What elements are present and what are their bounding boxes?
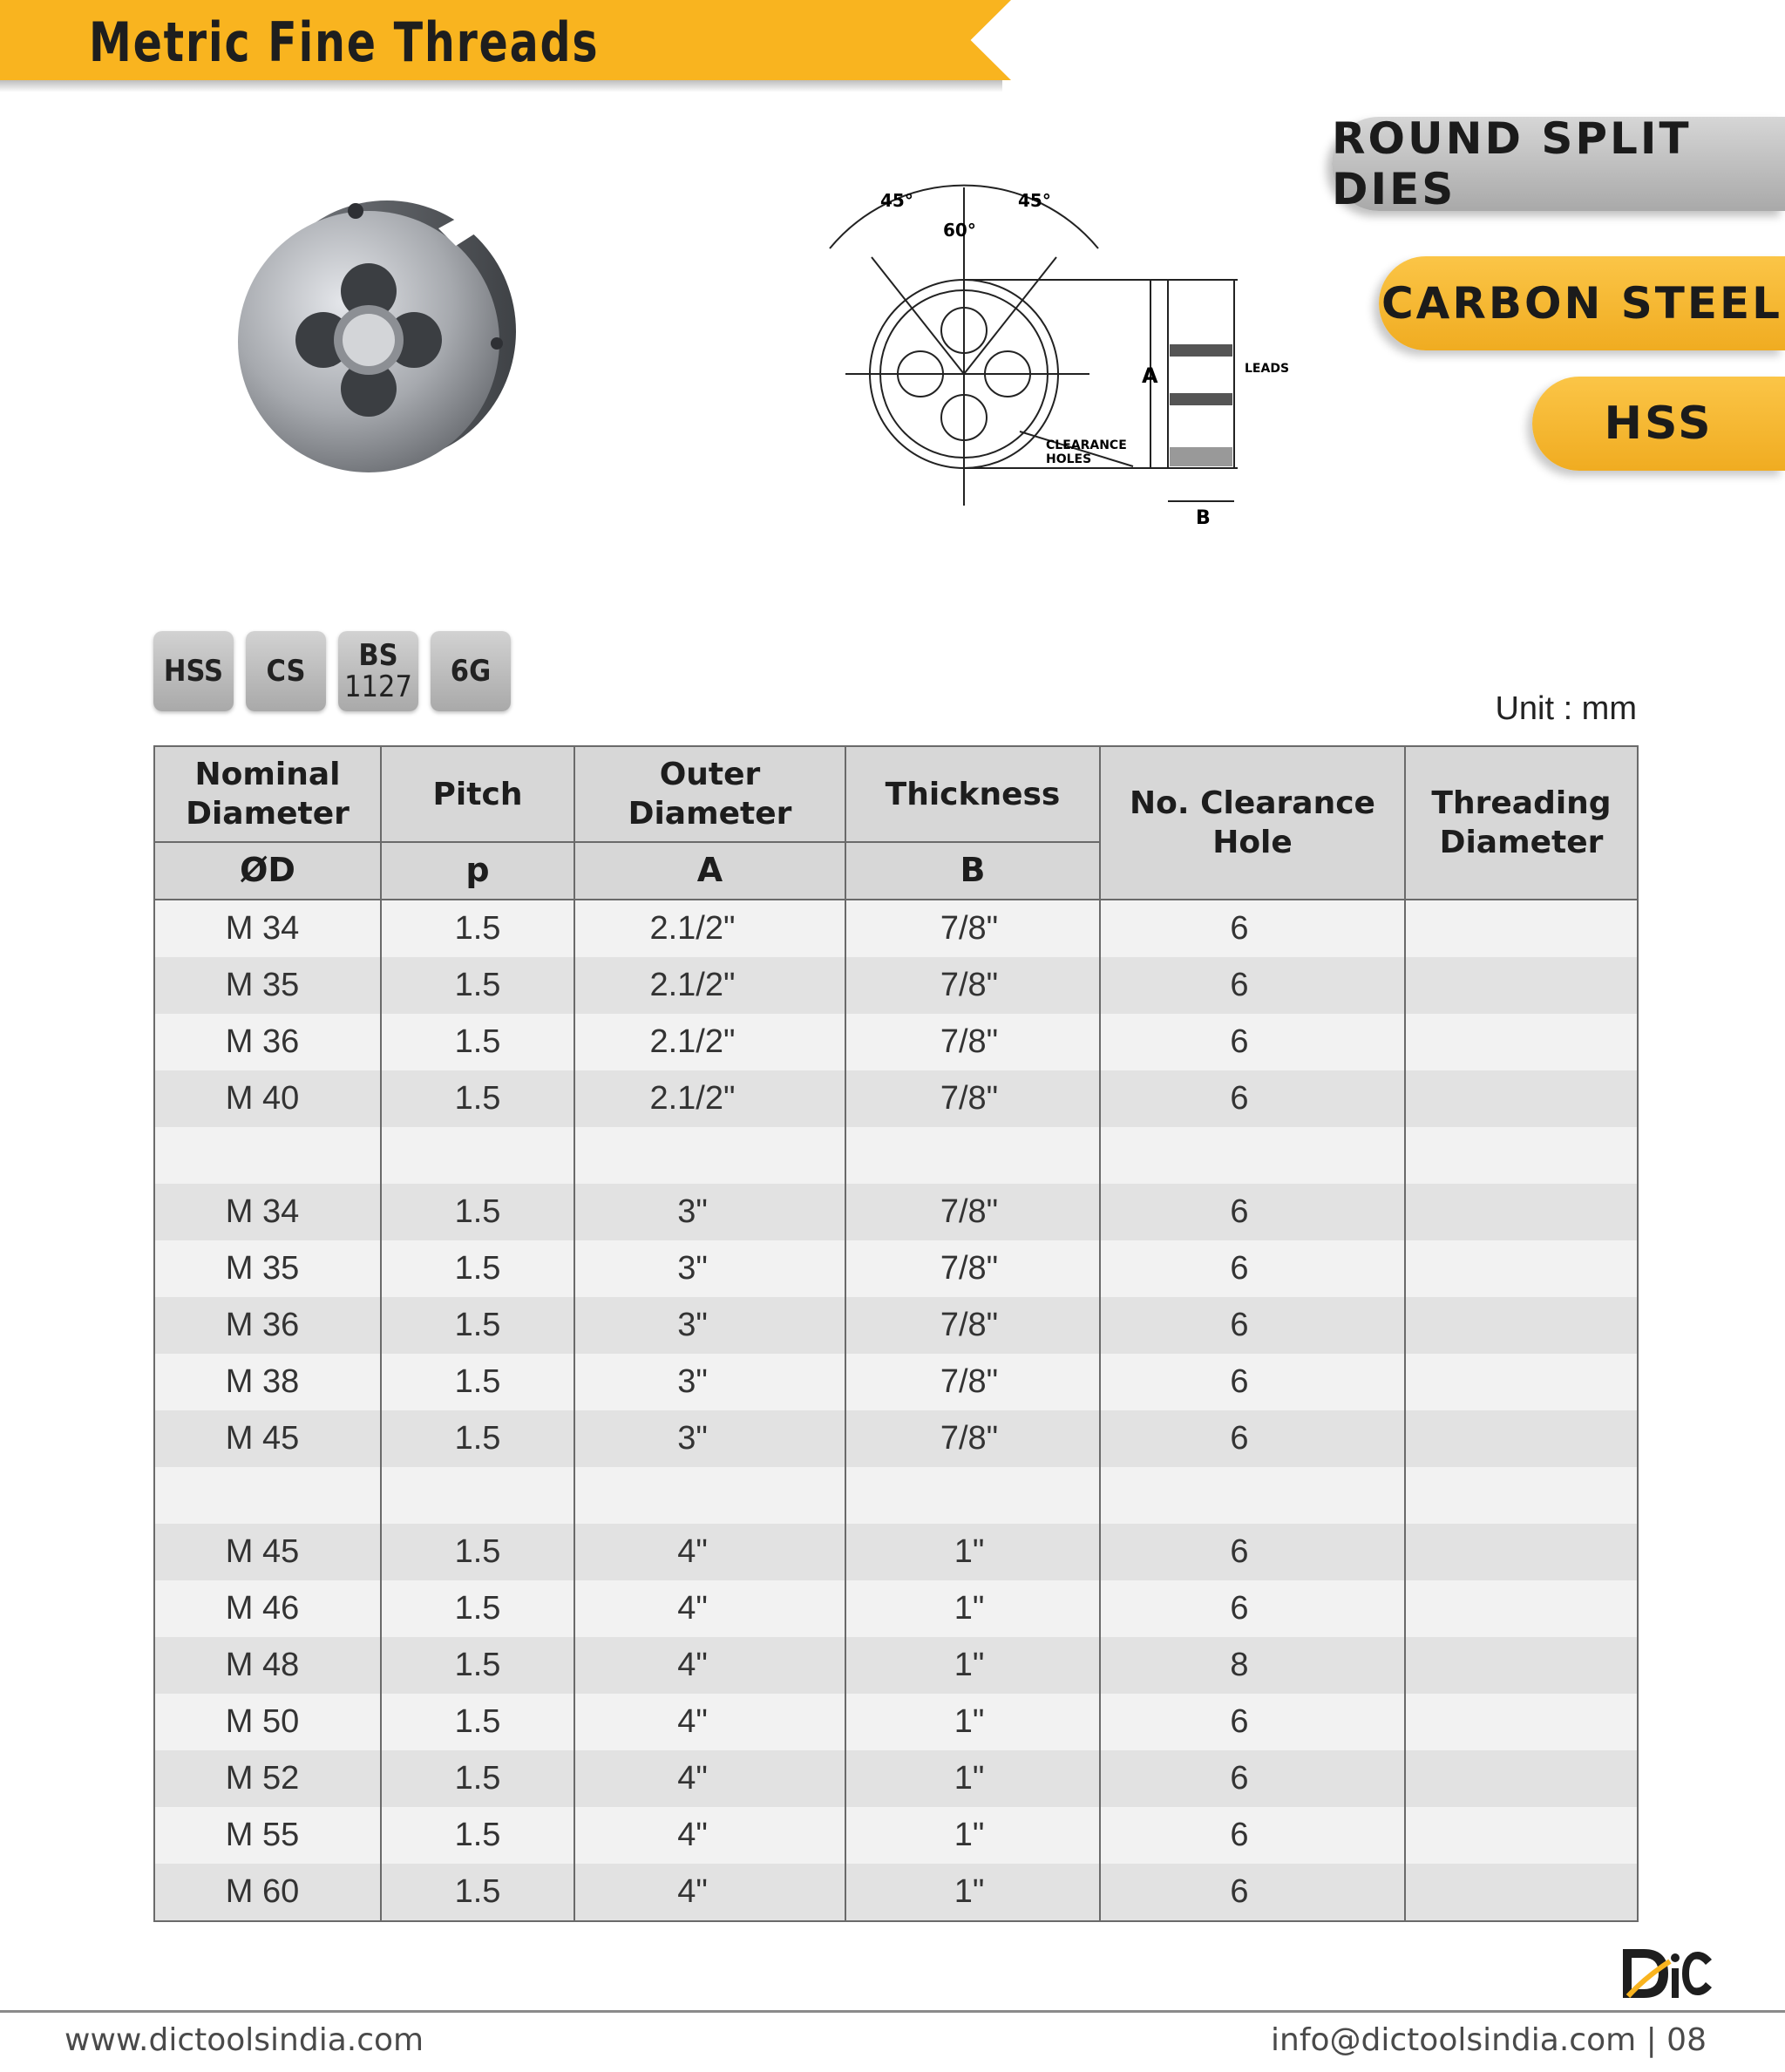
cell-threading-diameter [1405,1410,1638,1467]
cell-clearance-holes: 6 [1100,1070,1405,1127]
cell-pitch: 1.5 [381,1524,574,1580]
cell-nominal-diameter: M 50 [154,1694,381,1750]
table-row [154,1014,1638,1070]
footer-divider [0,2010,1785,2013]
cell-threading-diameter [1405,1524,1638,1580]
cell-clearance-holes: 6 [1100,1014,1405,1070]
cell-outer-diameter: 3" [574,1240,845,1297]
dic-logo [1619,1942,1715,2003]
die-technical-diagram [819,170,1290,536]
header-nominal-diameter: Nominal Diameter [154,746,381,842]
cell-nominal-diameter: M 36 [154,1014,381,1070]
table-row [154,1297,1638,1354]
cell-pitch: 1.5 [381,1807,574,1864]
cell-thickness: 7/8" [845,1070,1100,1127]
diagram-angle-left: 45° [880,190,913,211]
unit-label: Unit : mm [1495,690,1637,727]
cell-thickness: 7/8" [845,1240,1100,1297]
cell-threading-diameter [1405,1467,1638,1524]
tag-round-split-dies: ROUND SPLIT DIES [1332,117,1785,211]
cell-pitch: 1.5 [381,1014,574,1070]
cell-thickness: 7/8" [845,957,1100,1014]
badge-label: BS [358,638,398,673]
cell-outer-diameter: 4" [574,1637,845,1694]
cell-outer-diameter: 2.1/2" [574,900,845,957]
header-clearance-hole: No. Clearance Hole [1100,746,1405,900]
cell-clearance-holes: 6 [1100,1580,1405,1637]
table-row [154,1864,1638,1921]
table-row [154,1807,1638,1864]
round-split-die-photo [225,194,521,490]
cell-clearance-holes [1100,1467,1405,1524]
cell-nominal-diameter: M 34 [154,1184,381,1240]
title-banner-shadow [0,80,1002,92]
cell-threading-diameter [1405,1014,1638,1070]
cell-nominal-diameter [154,1127,381,1184]
diagram-label-a: A [1142,363,1158,388]
cell-threading-diameter [1405,1750,1638,1807]
cell-outer-diameter: 3" [574,1297,845,1354]
cell-thickness: 7/8" [845,900,1100,957]
diagram-angle-right: 45° [1018,190,1051,211]
cell-pitch: 1.5 [381,1410,574,1467]
cell-nominal-diameter: M 35 [154,1240,381,1297]
badge-label: HSS [163,654,224,689]
footer-contact: info@dictoolsindia.com | 08 [1271,2022,1707,2058]
cell-thickness: 1" [845,1637,1100,1694]
cell-outer-diameter: 3" [574,1354,845,1410]
badge-label: 6G [450,654,492,689]
cell-outer-diameter [574,1467,845,1524]
cell-outer-diameter: 2.1/2" [574,1070,845,1127]
cell-nominal-diameter: M 36 [154,1297,381,1354]
table-row [154,1750,1638,1807]
cell-thickness: 7/8" [845,1354,1100,1410]
cell-thickness: 7/8" [845,1014,1100,1070]
badge-label: CS [266,654,306,689]
cell-thickness: 1" [845,1524,1100,1580]
cell-clearance-holes: 8 [1100,1637,1405,1694]
page-title: Metric Fine Threads [89,10,600,74]
cell-nominal-diameter: M 45 [154,1410,381,1467]
symbol-nominal: ØD [154,842,381,900]
badge-6g [431,631,511,711]
diagram-holes-label: HOLES [1046,452,1092,466]
cell-nominal-diameter [154,1467,381,1524]
cell-clearance-holes: 6 [1100,1410,1405,1467]
diagram-label-b: B [1196,507,1211,529]
cell-threading-diameter [1405,1694,1638,1750]
table-row [154,1467,1638,1524]
table-row [154,1580,1638,1637]
cell-clearance-holes: 6 [1100,1807,1405,1864]
cell-threading-diameter [1405,1580,1638,1637]
cell-clearance-holes: 6 [1100,1184,1405,1240]
cell-threading-diameter [1405,1864,1638,1921]
cell-clearance-holes: 6 [1100,1524,1405,1580]
cell-threading-diameter [1405,957,1638,1014]
cell-nominal-diameter: M 35 [154,957,381,1014]
cell-clearance-holes: 6 [1100,1297,1405,1354]
header-threading-diameter: Threading Diameter [1405,746,1638,900]
cell-clearance-holes [1100,1127,1405,1184]
footer-website: www.dictoolsindia.com [64,2022,424,2058]
cell-clearance-holes: 6 [1100,1694,1405,1750]
cell-pitch [381,1467,574,1524]
cell-threading-diameter [1405,1184,1638,1240]
cell-threading-diameter [1405,1070,1638,1127]
cell-pitch: 1.5 [381,1354,574,1410]
cell-pitch: 1.5 [381,1864,574,1921]
table-row [154,1637,1638,1694]
cell-pitch: 1.5 [381,1240,574,1297]
cell-thickness: 7/8" [845,1297,1100,1354]
cell-nominal-diameter: M 60 [154,1864,381,1921]
table-row [154,957,1638,1014]
cell-threading-diameter [1405,900,1638,957]
badge-cs [246,631,326,711]
cell-pitch: 1.5 [381,1750,574,1807]
cell-pitch [381,1127,574,1184]
badge-sublabel: 1127 [344,669,412,704]
cell-outer-diameter [574,1127,845,1184]
header-thickness: Thickness [845,746,1100,842]
cell-threading-diameter [1405,1127,1638,1184]
badge-bs1127 [338,631,418,711]
cell-outer-diameter: 2.1/2" [574,957,845,1014]
cell-thickness: 7/8" [845,1410,1100,1467]
cell-thickness [845,1127,1100,1184]
material-badges [153,631,511,711]
table-row [154,1354,1638,1410]
thread-table-wrapper [153,745,1637,1922]
table-row [154,1410,1638,1467]
cell-pitch: 1.5 [381,1637,574,1694]
cell-threading-diameter [1405,1807,1638,1864]
cell-pitch: 1.5 [381,900,574,957]
cell-thickness: 1" [845,1694,1100,1750]
cell-pitch: 1.5 [381,1694,574,1750]
cell-nominal-diameter: M 46 [154,1580,381,1637]
diagram-clearance-label: CLEARANCE [1046,438,1127,452]
thread-spec-table [153,745,1639,1922]
tag-carbon-steel: CARBON STEEL [1379,256,1785,350]
diagram-angle-center: 60° [943,220,976,241]
cell-pitch: 1.5 [381,1580,574,1637]
cell-outer-diameter: 4" [574,1864,845,1921]
cell-thickness: 1" [845,1750,1100,1807]
cell-nominal-diameter: M 52 [154,1750,381,1807]
table-row [154,900,1638,957]
table-row [154,1070,1638,1127]
cell-outer-diameter: 4" [574,1807,845,1864]
table-row [154,1184,1638,1240]
header-outer-diameter: Outer Diameter [574,746,845,842]
cell-thickness: 1" [845,1864,1100,1921]
table-row [154,1240,1638,1297]
cell-clearance-holes: 6 [1100,900,1405,957]
cell-nominal-diameter: M 55 [154,1807,381,1864]
cell-pitch: 1.5 [381,957,574,1014]
cell-clearance-holes: 6 [1100,1240,1405,1297]
badge-hss [153,631,234,711]
cell-nominal-diameter: M 38 [154,1354,381,1410]
cell-outer-diameter: 4" [574,1580,845,1637]
table-row [154,1694,1638,1750]
cell-threading-diameter [1405,1297,1638,1354]
cell-thickness: 7/8" [845,1184,1100,1240]
cell-threading-diameter [1405,1240,1638,1297]
cell-nominal-diameter: M 40 [154,1070,381,1127]
table-row [154,1127,1638,1184]
cell-pitch: 1.5 [381,1184,574,1240]
cell-nominal-diameter: M 45 [154,1524,381,1580]
cell-nominal-diameter: M 34 [154,900,381,957]
cell-pitch: 1.5 [381,1297,574,1354]
cell-clearance-holes: 6 [1100,1750,1405,1807]
cell-pitch: 1.5 [381,1070,574,1127]
cell-thickness [845,1467,1100,1524]
cell-clearance-holes: 6 [1100,957,1405,1014]
header-pitch: Pitch [381,746,574,842]
cell-outer-diameter: 4" [574,1524,845,1580]
cell-outer-diameter: 3" [574,1184,845,1240]
cell-outer-diameter: 4" [574,1750,845,1807]
cell-clearance-holes: 6 [1100,1354,1405,1410]
cell-outer-diameter: 2.1/2" [574,1014,845,1070]
cell-thickness: 1" [845,1580,1100,1637]
table-row [154,1524,1638,1580]
diagram-leads-label: LEADS [1245,362,1290,376]
cell-threading-diameter [1405,1354,1638,1410]
tag-hss: HSS [1532,377,1785,471]
cell-outer-diameter: 3" [574,1410,845,1467]
cell-thickness: 1" [845,1807,1100,1864]
cell-outer-diameter: 4" [574,1694,845,1750]
symbol-outer: A [574,842,845,900]
cell-nominal-diameter: M 48 [154,1637,381,1694]
symbol-pitch: p [381,842,574,900]
cell-clearance-holes: 6 [1100,1864,1405,1921]
symbol-thickness: B [845,842,1100,900]
table-body [154,900,1638,1921]
cell-threading-diameter [1405,1637,1638,1694]
